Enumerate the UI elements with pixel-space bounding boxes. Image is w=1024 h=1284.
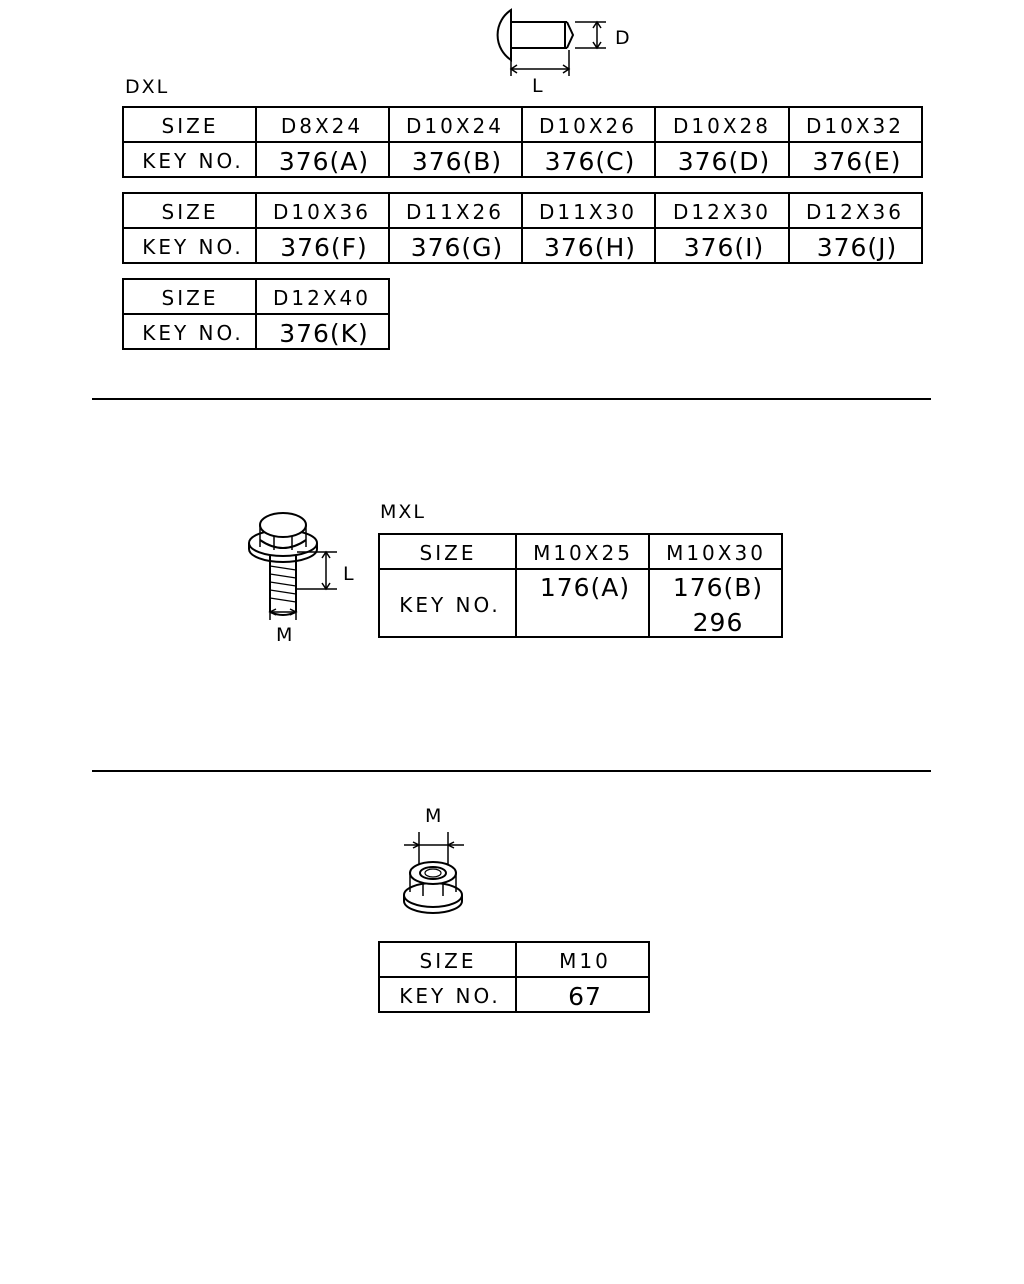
rivet-head [498,10,511,60]
rivet-caption: DXL [125,76,170,98]
key-no-header: KEY NO. [399,593,501,617]
bolt-dim-l-label: L [343,563,356,585]
size-cell: D10X32 [806,114,904,138]
key-cell: 376(G) [410,233,504,262]
rivet-illustration [498,10,606,76]
rivet-shank-tip [567,22,573,48]
rivet-dim-d-label: D [615,27,632,49]
bolt-caption: MXL [380,501,426,523]
size-cell: M10X30 [666,541,766,565]
key-cell: 176(B) [672,573,764,602]
size-cell: D12X36 [806,200,904,224]
key-cell: 376(H) [543,233,637,262]
size-cell: D10X36 [273,200,371,224]
key-cell: 376(I) [683,233,765,262]
bolt-dim-m-label: M [276,624,295,646]
nut-dim-m-label: M [425,805,444,827]
key-cell: 176(A) [539,573,631,602]
size-cell: D8X24 [280,114,364,138]
key-cell: 67 [568,982,602,1011]
size-header: SIZE [161,114,219,138]
key-cell: 376(C) [544,147,636,176]
size-cell: M10 [559,949,611,973]
key-cell: 376(J) [816,233,898,262]
key-cell: 376(K) [279,319,369,348]
key-cell: 376(D) [677,147,771,176]
key-cell: 376(F) [280,233,368,262]
size-cell: D10X28 [673,114,771,138]
key-cell: 376(E) [812,147,902,176]
nut-table [379,942,649,1012]
size-header: SIZE [419,949,477,973]
flange-bolt-illustration [249,513,337,620]
size-cell: D11X26 [406,200,504,224]
size-header: SIZE [419,541,477,565]
rivet-table-3 [123,279,389,349]
size-cell: D12X30 [673,200,771,224]
flange-nut-illustration [404,832,464,913]
rivet-dim-l-label: L [532,75,545,97]
key-cell: 376(B) [411,147,503,176]
key-cell: 376(A) [278,147,370,176]
key-no-header: KEY NO. [142,149,244,173]
bolt-table [379,534,782,637]
rivet-table-1 [123,107,922,177]
size-header: SIZE [161,200,219,224]
key-no-header: KEY NO. [142,235,244,259]
rivet-table-2 [123,193,922,263]
key-no-header: KEY NO. [399,984,501,1008]
size-cell: D10X24 [406,114,504,138]
size-cell: D11X30 [539,200,637,224]
size-header: SIZE [161,286,219,310]
size-cell: D10X26 [539,114,637,138]
key-cell: 296 [692,608,744,637]
size-cell: M10X25 [533,541,633,565]
size-cell: D12X40 [273,286,371,310]
key-no-header: KEY NO. [142,321,244,345]
